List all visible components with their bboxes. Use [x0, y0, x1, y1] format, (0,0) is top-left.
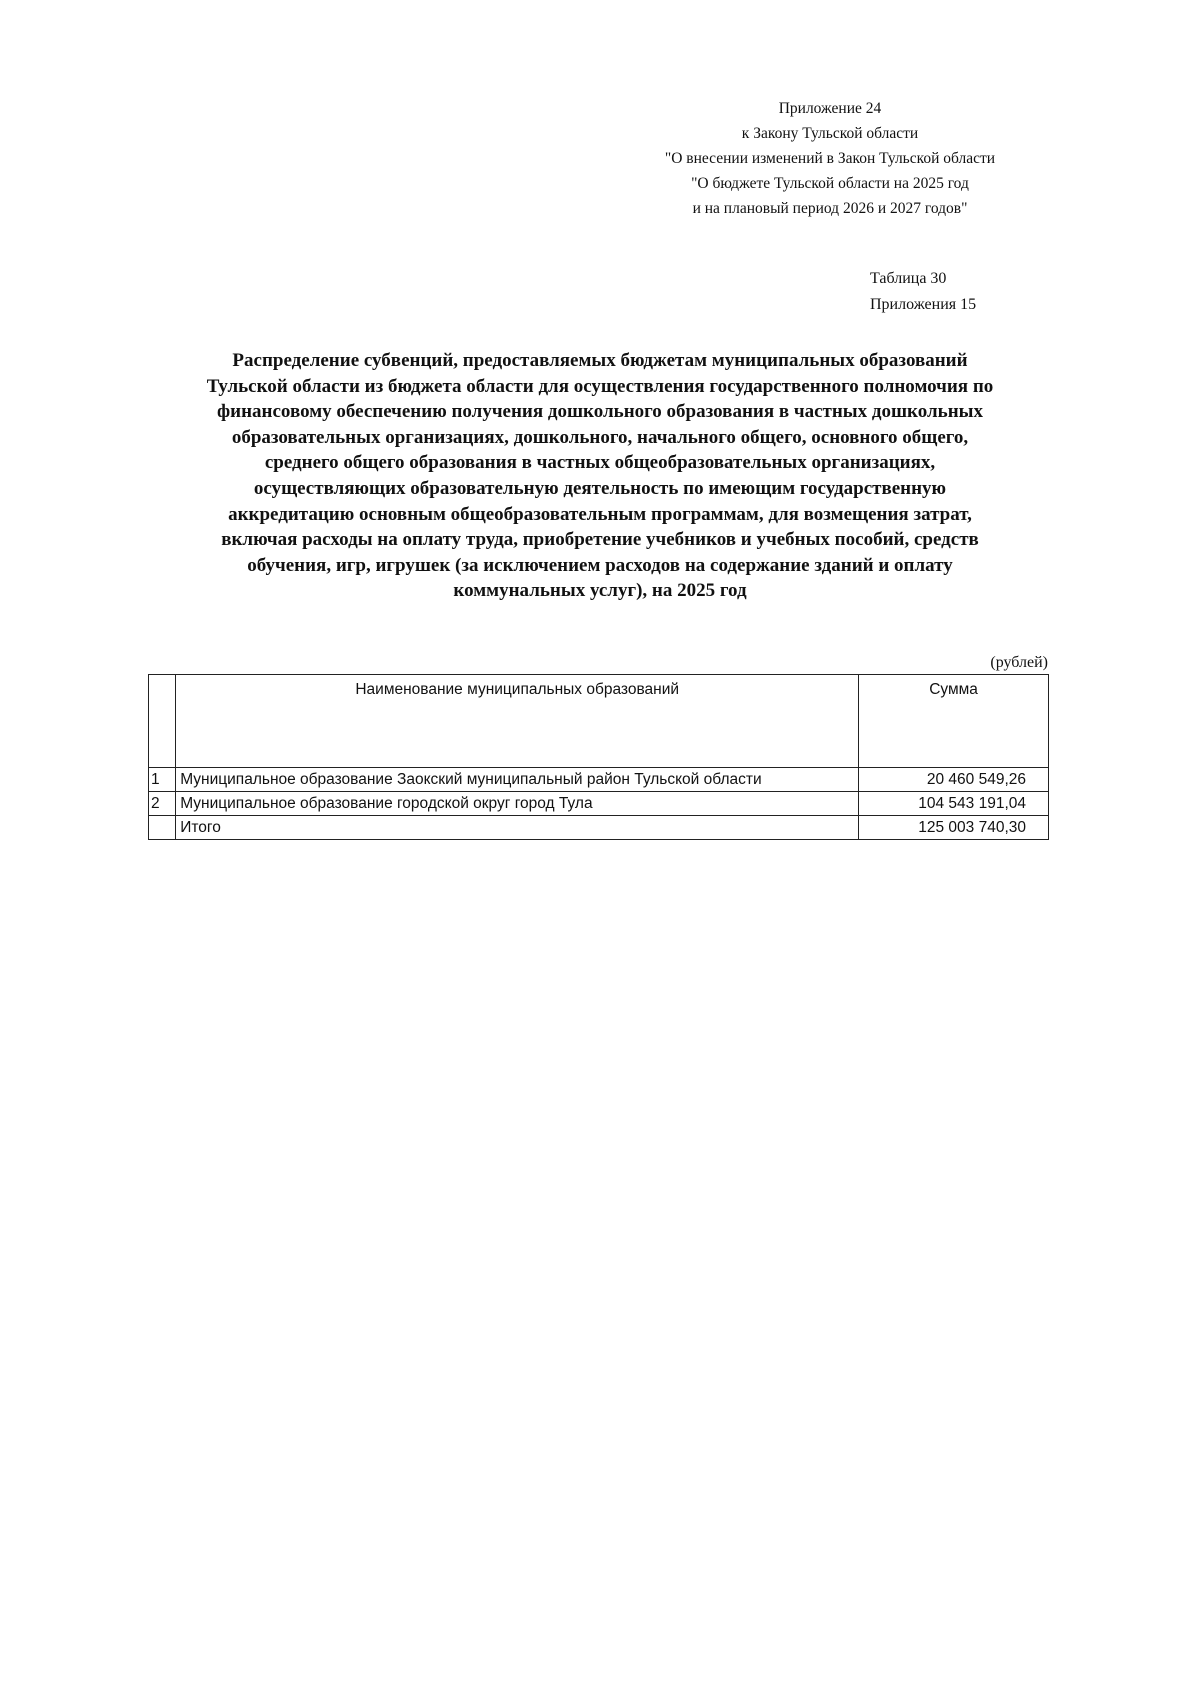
document-title: [140, 348, 1060, 604]
appendix-header: [600, 96, 1060, 221]
document-title-line: включая расходы на оплату труда, приобретение учебников и учебных пособий, средств: [221, 529, 979, 551]
row-number: 2: [149, 792, 176, 816]
row-number: 1: [149, 768, 176, 792]
appendix-header-line: Приложение 24: [778, 100, 882, 117]
unit-label: (рублей): [990, 654, 1048, 671]
table-reference-line: Приложения 15: [870, 296, 977, 313]
row-name: Муниципальное образование городской округ город Тула: [176, 792, 859, 816]
total-label: Итого: [176, 816, 859, 840]
table-reference: [870, 266, 1070, 318]
row-amount: 20 460 549,26: [859, 768, 1049, 792]
document-title-line: финансовому обеспечению получения дошкольного образования в частных дошкольных: [217, 401, 983, 423]
appendix-header-line: и на плановый период 2026 и 2027 годов": [692, 200, 968, 217]
document-title-line: Распределение субвенций, предоставляемых бюджетам муниципальных образований: [232, 350, 968, 371]
header-amount: Сумма: [859, 675, 1049, 768]
appendix-header-line: к Закону Тульской области: [741, 125, 919, 142]
appendix-header-line: "О внесении изменений в Закон Тульской области: [664, 150, 996, 167]
document-title-line: среднего общего образования в частных общеобразовательных организациях,: [264, 452, 936, 474]
document-title-line: осуществляющих образовательную деятельность по имеющим государственную: [253, 477, 947, 499]
table-row: [149, 792, 1049, 816]
header-number: [149, 675, 176, 768]
appendix-header-line: "О бюджете Тульской области на 2025 год: [691, 175, 969, 192]
document-title-line: обучения, игр, игрушек (за исключением расходов на содержание зданий и оплату: [247, 554, 953, 576]
row-number: [149, 816, 176, 840]
subventions-table: [148, 674, 1049, 840]
table-total-row: [149, 816, 1049, 840]
document-title-line: аккредитацию основным общеобразовательным программам, для возмещения затрат,: [228, 503, 972, 525]
table-reference-line: Таблица 30: [870, 270, 947, 287]
header-name: Наименование муниципальных образований: [176, 675, 859, 768]
table-header-row: [149, 675, 1049, 768]
document-title-line: образовательных организациях, дошкольного, начального общего, основного общего,: [231, 426, 969, 448]
document-title-line: Тульской области из бюджета области для осуществления государственного полномочия по: [206, 375, 994, 397]
row-amount: 104 543 191,04: [859, 792, 1049, 816]
row-name: Муниципальное образование Заокский муниципальный район Тульской области: [176, 768, 859, 792]
table-row: [149, 768, 1049, 792]
document-title-line: коммунальных услуг), на 2025 год: [453, 580, 747, 602]
total-amount: 125 003 740,30: [859, 816, 1049, 840]
